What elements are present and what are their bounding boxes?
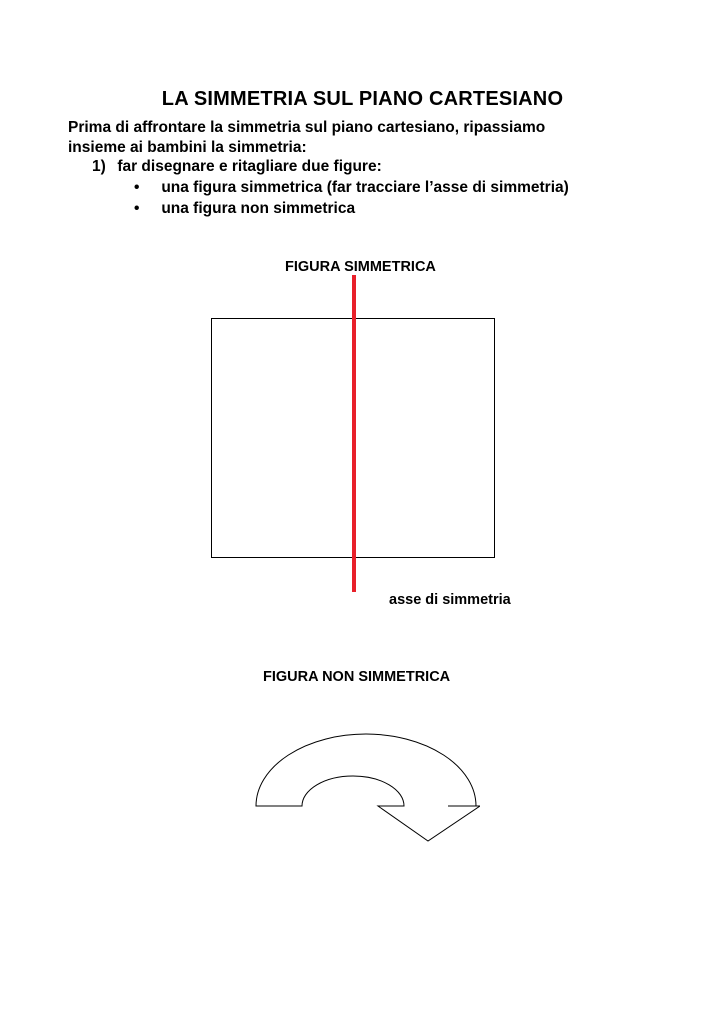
bullet-item-2	[134, 200, 355, 218]
numbered-item-text: far disegnare e ritagliare due figure:	[117, 158, 382, 175]
intro-line-1: Prima di affrontare la simmetria sul piano cartesiano, ripassiamo	[68, 119, 546, 136]
bullet-text: una figura non simmetrica	[161, 200, 356, 217]
bullet-text: una figura simmetrica (far tracciare l’asse di simmetria)	[161, 179, 569, 196]
bullet-item-1	[134, 179, 569, 197]
symmetric-figure-label: FIGURA SIMMETRICA	[285, 259, 436, 275]
symmetry-axis-label: asse di simmetria	[389, 592, 511, 608]
numbered-item-number: 1)	[92, 158, 106, 175]
document-title: LA SIMMETRIA SUL PIANO CARTESIANO	[161, 88, 564, 110]
intro-paragraph	[68, 118, 668, 158]
bullet-marker: •	[134, 179, 140, 196]
symmetry-axis-line	[352, 275, 356, 592]
bullet-marker: •	[134, 200, 140, 217]
non-symmetric-figure-label: FIGURA NON SIMMETRICA	[263, 669, 451, 685]
curved-arrow-icon	[250, 730, 480, 845]
numbered-item-1	[92, 158, 382, 176]
intro-line-2: insieme ai bambini la simmetria:	[68, 139, 307, 156]
